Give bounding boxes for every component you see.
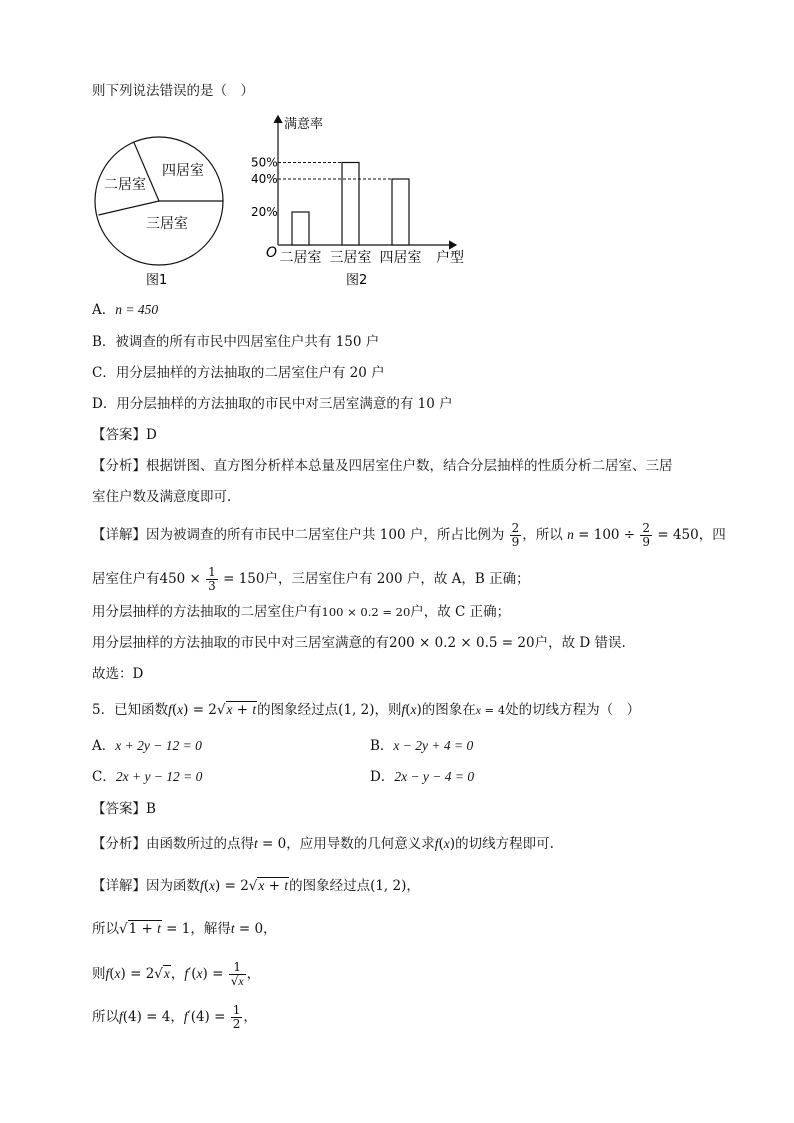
pie-label-erjushi: 二居室 bbox=[104, 177, 146, 193]
y-tick-label: 40% bbox=[251, 172, 278, 186]
q4-analysis-line1 bbox=[92, 456, 673, 476]
detail-text: ， bbox=[170, 966, 185, 982]
bar-chart bbox=[246, 110, 476, 292]
q5-option-d-label: D． bbox=[370, 769, 395, 785]
analysis-tag: 【分析】 bbox=[92, 458, 146, 474]
answer-value: D bbox=[146, 427, 157, 443]
detail-text: 的图象经过点 bbox=[289, 878, 371, 894]
q4-option-a-label: A． bbox=[92, 302, 116, 318]
detail-text: ， bbox=[263, 921, 277, 937]
detail-text: ， bbox=[170, 1009, 184, 1025]
analysis-text: 由函数所过的点得 bbox=[146, 836, 254, 852]
q4-choose: 故选：D bbox=[92, 666, 144, 682]
pie-chart bbox=[94, 136, 234, 294]
detail-text: 则 bbox=[92, 966, 106, 982]
q5-option-a bbox=[92, 736, 202, 756]
q4-option-c: C．用分层抽样的方法抽取的二居室住户有 20 户 bbox=[92, 365, 385, 381]
detail-text: 因为被调查的所有市民中二居室住户共 100 户，所占比例为 bbox=[146, 527, 505, 543]
detail-text: ， bbox=[246, 966, 261, 982]
q5-option-c-math: 2x + y − 12 = 0 bbox=[115, 769, 203, 784]
answer-value: B bbox=[146, 801, 156, 817]
q5-stem: 5．已知函数f(x) = 2√x + t的图象经过点(1, 2)，则f(x)的图象在x = 4处的切线方程为（ ） bbox=[92, 702, 641, 718]
detail-text: 所以 bbox=[92, 1009, 119, 1025]
detail-text: 户，故 C 正确； bbox=[410, 604, 511, 620]
pie-label-sanjushi: 三居室 bbox=[146, 216, 188, 232]
q5-detail-line3: 则f(x) = 2√x，f′(x) = $\frac{1}{√x}$ ， bbox=[92, 960, 261, 988]
bar-3 bbox=[392, 179, 409, 245]
y-tick-label: 20% bbox=[251, 205, 278, 219]
q5-option-c bbox=[92, 767, 202, 787]
q4-analysis-line2: 室住户数及满意度即可. bbox=[92, 489, 232, 505]
detail-tag: 【详解】 bbox=[92, 878, 146, 894]
x-axis-label: 户型 bbox=[436, 250, 464, 266]
detail-text: 因为函数 bbox=[146, 878, 200, 894]
analysis-text: ，应用导数的几何意义求 bbox=[286, 836, 435, 852]
detail-text: 户，三居室住户有 200 户，故 A，B 正确； bbox=[264, 571, 530, 587]
q4-detail-line3: 用分层抽样的方法抽取的二居室住户有100 × 0.2 = 20户，故 C 正确； bbox=[92, 604, 511, 620]
detail-text: 户，故 D 错误. bbox=[534, 635, 626, 651]
q5-option-b bbox=[370, 736, 473, 756]
q5-option-c-label: C． bbox=[92, 769, 116, 785]
detail-text: 所以 bbox=[92, 921, 119, 937]
detail-text: ，所以 bbox=[522, 527, 563, 543]
analysis-text: 根据饼图、直方图分析样本总量及四居室住户数，结合分层抽样的性质分析二居室、三居 bbox=[146, 458, 673, 474]
analysis-tag: 【分析】 bbox=[92, 836, 146, 852]
q5-detail-line4: 所以f(4) = 4，f′(4) = $\frac{1}{2}$ ， bbox=[92, 1003, 257, 1031]
q5-option-a-label: A． bbox=[92, 738, 116, 754]
bar-chart-caption: 图2 bbox=[346, 273, 368, 288]
q5-option-b-math: x − 2y + 4 = 0 bbox=[393, 738, 474, 753]
q5-stem-text: ，则 bbox=[374, 702, 402, 718]
q4-option-a-math: n = 450 bbox=[115, 302, 159, 317]
y-axis-label: 满意率 bbox=[284, 117, 324, 132]
q4-option-a bbox=[92, 300, 158, 320]
q5-option-d bbox=[370, 767, 474, 787]
q5-answer bbox=[92, 799, 156, 819]
q5-option-b-label: B． bbox=[370, 738, 394, 754]
detail-text: ，解得 bbox=[190, 921, 231, 937]
analysis-text: 的切线方程即可. bbox=[455, 836, 554, 852]
bar-1 bbox=[292, 212, 309, 245]
answer-tag: 【答案】 bbox=[92, 801, 146, 817]
q5-detail-line1: 【详解】因为函数f(x) = 2√x + t的图象经过点(1, 2)， bbox=[92, 878, 420, 894]
x-tick-label: 三居室 bbox=[329, 250, 372, 266]
q5-stem-text: 处的切线方程为（ ） bbox=[505, 702, 641, 718]
q4-detail-line4: 用分层抽样的方法抽取的市民中对三居室满意的有200 × 0.2 × 0.5 = 20户，故 D 错误. bbox=[92, 635, 626, 651]
bar-2 bbox=[342, 163, 359, 246]
q5-option-d-math: 2x − y − 4 = 0 bbox=[394, 769, 475, 784]
q4-answer bbox=[92, 425, 157, 445]
q4-detail-line1: 【详解】因为被调查的所有市民中二居室住户共 100 户，所占比例为 $\frac{2}{9}$ ，所以 n = 100 ÷ $\frac{2}{9}$ = 450，四 bbox=[92, 521, 726, 549]
q5-option-a-math: x + 2y − 12 = 0 bbox=[115, 738, 202, 753]
y-tick-label: 50% bbox=[251, 155, 278, 170]
q4-option-d: D．用分层抽样的方法抽取的市民中对三居室满意的有 10 户 bbox=[92, 396, 453, 412]
x-tick-label: 二居室 bbox=[279, 250, 322, 266]
detail-text: ，四 bbox=[698, 527, 726, 543]
detail-text: ， bbox=[406, 878, 420, 894]
question-intro: 则下列说法错误的是（ ） bbox=[92, 83, 254, 99]
detail-text: 居室住户有 bbox=[92, 571, 160, 587]
q5-detail-line2: 所以√1 + t = 1，解得t = 0， bbox=[92, 921, 277, 937]
q5-stem-text: 的图象经过点 bbox=[257, 702, 339, 718]
q4-option-b: B．被调查的所有市民中四居室住户共有 150 户 bbox=[92, 334, 380, 350]
pie-label-sijushi: 四居室 bbox=[162, 163, 204, 179]
detail-text: 用分层抽样的方法抽取的市民中对三居室满意的有 bbox=[92, 635, 389, 651]
detail-tag: 【详解】 bbox=[92, 527, 146, 543]
detail-text: ， bbox=[243, 1009, 257, 1025]
detail-text: 用分层抽样的方法抽取的二居室住户有 bbox=[92, 604, 322, 620]
answer-tag: 【答案】 bbox=[92, 427, 146, 443]
q5-stem-text: 5．已知函数 bbox=[92, 702, 169, 718]
x-tick-label: 四居室 bbox=[379, 250, 422, 266]
q5-analysis: 【分析】由函数所过的点得t = 0，应用导数的几何意义求f(x)的切线方程即可. bbox=[92, 836, 554, 852]
q5-stem-text: 的图象在 bbox=[421, 702, 476, 718]
pie-caption: 图1 bbox=[146, 273, 168, 288]
q4-detail-line2: 居室住户有450 × $\frac{1}{3}$ = 150户，三居室住户有 200 户，故 A，B 正确； bbox=[92, 565, 530, 593]
origin-label: O bbox=[266, 245, 278, 261]
